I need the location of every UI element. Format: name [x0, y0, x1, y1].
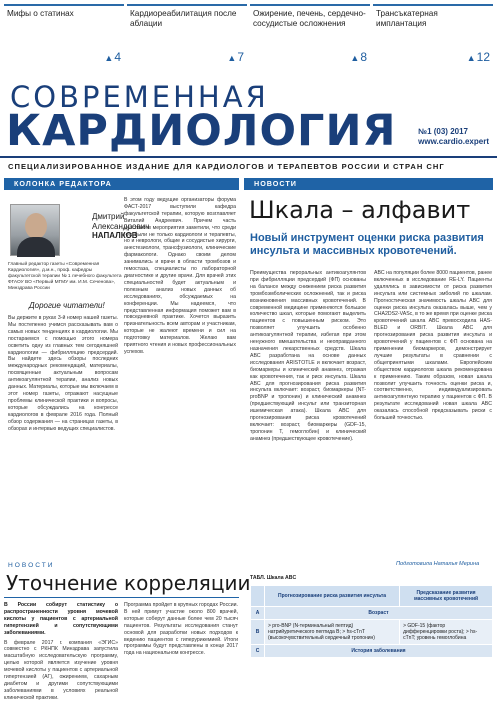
site-url[interactable]: www.cardio.expert [418, 137, 489, 146]
arrow-icon: ▲ [104, 53, 114, 63]
table-row [251, 620, 493, 645]
row-label: B [251, 620, 265, 645]
correction-kicker: НОВОСТИ [8, 562, 55, 569]
masthead-title: КАРДИОЛОГИЯ [6, 106, 397, 156]
correction-column-2: Программа пройдет в крупных городах России. В ней примут участие около 800 врачей, которые соберут данные более чем 20 тысяч пациентов. Результаты исследования станут основой для разработки новых подходов к ведению пациентов с гиперурикемией. Итоги программы будут представлены в конце 2017 года на национальном конгрессе. [124, 602, 238, 657]
arrow-icon: ▲ [350, 53, 360, 63]
table-row [251, 607, 493, 620]
teaser-text: Трансъкатерная имплантация [376, 9, 438, 28]
table-caption: ТАБЛ. Шкала ABC [250, 575, 297, 581]
arrow-icon: ▲ [466, 53, 476, 63]
news-column-1: Преимущества пероральных антикоагулянтов при фибрилляции предсердий (ФП) основаны на балансе между снижением риска развития тромбоэмболических осложнений, так и риска возникновения массивных кровотечений. В современной медицине применяются большое количество шкал, которые помогают выделить пациентов с повышенным риском. Это позволяет улучшить особенно антикоагулянтной терапии, избегая при этом ненужного вмешательства и неоправданного назначения лекарственных средств. Шкала ABC разработана на основе данных исследования ARISTOTLE и включает возраст, биомаркеры и клинический анамнез, отражая как кровотечения, так и риск инсульта. Шкала ABC для прогнозирования риска развития инсульта включает: возраст, биомаркеры (NT-proBNP и тропонин) и клинический анамнез (предшествующий инсульт или транзиторная ишемическая атака). Шкала ABC для прогнозирования риска кровотечений включает: возраст, биомаркеры (GDF-15, тропонин Т, гемоглобин) и клинический анамнез (предшествующее кровотечение). [250, 270, 366, 442]
news-column-2: ABC на популяции более 8000 пациентов, ранее включенных в исследование RE-LY. Пациенты удалялись в зависимости от риска развития инсульта или системных эмболий по шкалам. Прогностическая значимость шкалы ABC для оценки риска инсульта оказалась выше, чем у CHA2DS2-VASc, в то же время при оценке риска кровотечений шкала ABC превосходила HAS-BLED и ORBIT. Шкала ABC для прогнозирования риска развития инсульта и кровотечений у пациентов с ФП основана на применении биомаркеров, демонстрирует лучшие результаты в сравнении с общепринятыми шкалами. Европейским обществом кардиологов шкала рекомендована к применению. Таким образом, новая шкала позволит улучшить точность оценки риска и, соответственно, индивидуализировать антикоагулянтную терапию у пациентов с ФП. В результате исследований новая шкала ABC оказалась способной предсказывать риски с большей точностью. [374, 270, 492, 422]
issue-info [418, 127, 489, 147]
editor-body-1: Вы держите в руках 3-й номер нашей газеты. Мы постепенно учимся рассказывать вам о самых новых тенденциях в кардиологии. Мы постараемся с помощью этого номера осветить одну из главных тем сегодняшней кардиологии — фибрилляцию предсердий. Вы найдете здесь обзоры последних международных рекомендаций, материалы, посвященные актуальным вопросам антикоагулянтной терапии, анализ новых данных. Материалы, которые мы включаем в этот номер газеты, отражают насущные проблемы клинической практики и вопросы, которые обсуждались на конгрессе кардиологов в феврале 2016 года. Полный обзор содержания — на страницах газеты, в обзорах и интервью ведущих специалистов. [8, 315, 118, 432]
teaser-3[interactable] [250, 4, 370, 66]
editor-body-2: В этом году ведущие организаторы форума ФАСТ-2017 выступили кафедра факультетской терапии, которую возглавляет Виталий Андреевич. Причем часть участников мероприятия заметили, что среди них были не только кардиологи и терапевты, но и неврологи, общие и сосудистые хирурги, анестезиологи, трансфузиологи, клинические фармакологи. Однако своим делом занимались и врачи в области тромбозов и гемостаза, специалисты по лабораторной диагностике и другие врачи. Для врачей этих специальностей будет актуальным и полезным анализ новых данных об исследованиях, обсуждаемых на конференции. Мы надеемся, что представленная информация поможет вам в повседневной практике. Хочется выразить признательность всем авторам и участникам, которые не жалеют времени и сил на подготовку материалов. Желаю вам приятного чтения и новых профессиональных успехов. [124, 197, 236, 355]
teaser-text: Кардиореабилитация после аблации [130, 9, 237, 28]
tagline: СПЕЦИАЛИЗИРОВАННОЕ ИЗДАНИЕ ДЛЯ КАРДИОЛОГОВ И ТЕРАПЕВТОВ РОССИИ И СТРАН СНГ [8, 162, 445, 171]
teaser-page: ▲7 [227, 50, 244, 64]
table-cell: > pro-BNP (N-терминальный пептид) натрийуретического пептида B; > hs-cTnT (высокочувствительный сердечный тропонин) [265, 620, 400, 645]
teaser-1[interactable] [4, 4, 124, 66]
editor-name: Дмитрий Александрович НАПАЛКОВ [92, 212, 150, 240]
teaser-page: ▲12 [466, 50, 490, 64]
table-header: Предсказание развития массивных кровотечений [400, 586, 493, 607]
table-header: Прогнозирование риска развития инсульта [265, 586, 400, 607]
abc-score-table [250, 585, 493, 658]
correction-title: Уточнение корреляции [6, 571, 251, 595]
row-label: A [251, 607, 265, 620]
masthead [0, 68, 497, 158]
table-row [251, 645, 493, 658]
arrow-icon: ▲ [227, 53, 237, 63]
table-cell: Возраст [265, 607, 493, 620]
teaser-text: Мифы о статинах [7, 9, 74, 18]
news-headline: Шкала – алфавит [249, 196, 471, 224]
teaser-4[interactable] [373, 4, 493, 66]
news-signature: Подготовила Наталья Мерина [396, 561, 480, 567]
teaser-text: Ожирение, печень, сердечно-сосудистые осложнения [253, 9, 366, 28]
editor-caption: Главный редактор газеты «Современная Кардиология», д.м.н., проф. кафедры факультетской терапии № 1 лечебного факультета ФГАОУ ВО «Первый МГМУ им. И.М. Сеченова», Минздрава России [8, 262, 122, 291]
row-label: C [251, 645, 265, 658]
teaser-2[interactable] [127, 4, 247, 66]
editor-greeting: Дорогие читатели! [29, 301, 105, 310]
table-cell: > GDF-15 (фактор дифференцировки роста); > hs-cTnT; уровень гемоглобина [400, 620, 493, 645]
masthead-subtitle: СОВРЕМЕННАЯ [10, 80, 269, 114]
issue-number: №1 (03) 2017 [418, 127, 468, 136]
correction-rule [4, 597, 239, 598]
news-lead: Новый инструмент оценки риска развития инсульта и массивных кровотечений. [250, 232, 484, 257]
section-news: НОВОСТИ [244, 178, 493, 190]
correction-column-1 [4, 602, 118, 702]
table-header [251, 586, 265, 607]
editor-surname: НАПАЛКОВ [92, 231, 138, 240]
masthead-rule [0, 156, 497, 158]
section-editor-column: КОЛОНКА РЕДАКТОРА [4, 178, 239, 190]
teaser-page: ▲4 [104, 50, 121, 64]
teaser-strip [4, 4, 493, 66]
table-header-row [251, 586, 493, 607]
correction-lead: В России собирут статистику о распространенности уровня мочевой кислоты у пациентов с артериальной гипертензией и сопутствующими заболеваниями. [4, 602, 118, 636]
table-cell: История заболевания [265, 645, 493, 658]
editor-portrait [10, 204, 60, 256]
teaser-page: ▲8 [350, 50, 367, 64]
correction-text-1: В феврале 2017 г. компания «ЭГИС» совместно с РКНПК Минздрава запустила масштабную исследовательскую программу, целью которой является изучение уровня мочевой кислоты у пациентов с артериальной гипертензией (АГ), ожирением, сахарным диабетом и другими сопутствующими заболеваниями в условиях реальной клинической практики. [4, 639, 118, 701]
